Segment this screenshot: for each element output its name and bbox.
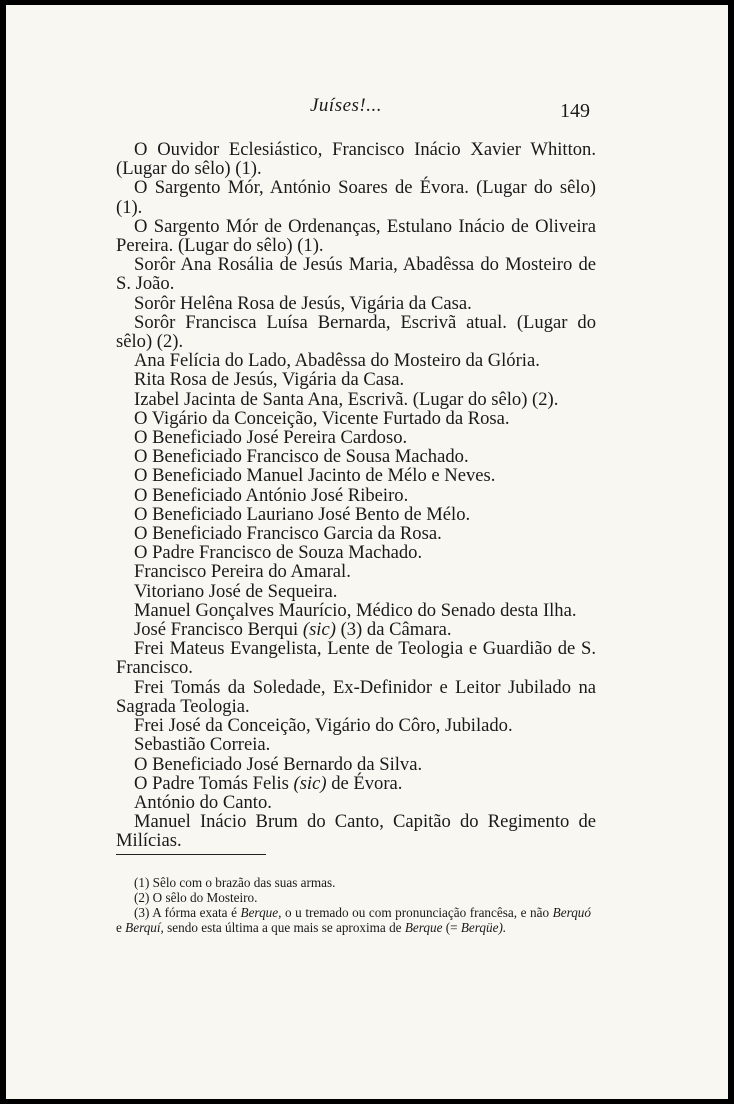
footnote-text: o u tremado ou com pronunciação francêsa, e não [281, 905, 553, 920]
footnote-divider [116, 854, 266, 855]
signatory-list [116, 140, 596, 851]
list-entry: Vitoriano José de Sequeira. [134, 580, 338, 602]
book-page [6, 5, 728, 1099]
list-entry: Frei Mateus Evangelista, Lente de Teologia e Guardião de S. Francisco. [116, 638, 596, 679]
footnote-1: (1) Sêlo com o brazão das suas armas. [134, 875, 336, 890]
list-entry: O Ouvidor Eclesiástico, Francisco Inácio Xavier Whitton. (Lugar do sêlo) (1). [116, 139, 596, 180]
list-entry: Manuel Gonçalves Maurício, Médico do Senado desta Ilha. [134, 599, 577, 621]
list-entry: O Padre Francisco de Souza Machado. [134, 542, 423, 564]
list-entry: Frei Tomás da Soledade, Ex-Definidor e Leitor Jubilado na Sagrada Teologia. [116, 676, 596, 717]
list-entry: Frei José da Conceição, Vigário do Côro, Jubilado. [134, 715, 513, 737]
list-entry: Sorôr Helêna Rosa de Jesús, Vigária da Casa. [134, 292, 472, 314]
list-entry: O Beneficiado José Bernardo da Silva. [134, 753, 423, 775]
footnote-2: (2) O sêlo do Mosteiro. [134, 890, 258, 905]
list-entry: Rita Rosa de Jesús, Vigária da Casa. [134, 369, 405, 391]
list-entry: O Beneficiado José Pereira Cardoso. [134, 427, 408, 449]
sic-note: (sic) [302, 619, 336, 641]
list-entry: O Beneficiado Lauriano José Bento de Mélo. [134, 503, 471, 525]
footnotes [116, 875, 591, 935]
list-entry: O Beneficiado Francisco Garcia da Rosa. [134, 523, 442, 545]
list-entry: Sorôr Ana Rosália de Jesús Maria, Abadêssa do Mosteiro de S. João. [116, 254, 596, 295]
footnote-text: sendo esta última a que mais se aproxima de [163, 920, 405, 935]
list-entry: O Beneficiado Francisco de Sousa Machado. [134, 446, 469, 468]
list-entry: Ana Felícia do Lado, Abadêssa do Mosteiro da Glória. [134, 350, 540, 372]
list-entry: António do Canto. [134, 791, 272, 813]
footnote-word: Berque [404, 920, 443, 935]
footnote-word: Berquó [552, 905, 591, 920]
entry-text: (3) da Câmara. [335, 619, 452, 641]
page-number: 149 [560, 100, 590, 122]
list-entry [116, 620, 596, 639]
list-entry: Sebastião Correia. [134, 734, 271, 756]
list-entry [116, 774, 596, 793]
list-entry: Francisco Pereira do Amaral. [134, 561, 351, 583]
list-entry: O Sargento Mór, António Soares de Évora. (Lugar do sêlo) (1). [116, 177, 596, 218]
footnote-text: (3) A fórma exata é [134, 905, 241, 920]
running-title: Juíses!... [310, 95, 383, 116]
footnote-word: Berque, [240, 905, 282, 920]
footnote-3 [116, 905, 591, 935]
footnote-text: e [116, 920, 126, 935]
list-entry: Izabel Jacinta de Santa Ana, Escrivã. (Lugar do sêlo) (2). [134, 388, 559, 410]
footnote-word: Berqüe). [460, 920, 507, 935]
entry-text: de Évora. [326, 772, 403, 794]
sic-note: (sic) [293, 772, 327, 794]
list-entry: O Beneficiado António José Ribeiro. [134, 484, 409, 506]
footnote-word: Berquí, [125, 920, 164, 935]
footnote-text: (= [442, 920, 461, 935]
entry-text: José Francisco Berqui [134, 619, 303, 641]
list-entry: O Beneficiado Manuel Jacinto de Mélo e Neves. [134, 465, 496, 487]
list-entry: O Vigário da Conceição, Vicente Furtado da Rosa. [134, 407, 510, 429]
list-entry: O Sargento Mór de Ordenanças, Estulano Inácio de Oliveira Pereira. (Lugar do sêlo) (1). [116, 215, 596, 257]
list-entry: Sorôr Francisca Luísa Bernarda, Escrivã atual. (Lugar do sêlo) (2). [116, 311, 596, 353]
entry-text: O Padre Tomás Felis [134, 772, 294, 794]
list-entry: Manuel Inácio Brum do Canto, Capitão do Regimento de Milícias. [116, 811, 596, 852]
